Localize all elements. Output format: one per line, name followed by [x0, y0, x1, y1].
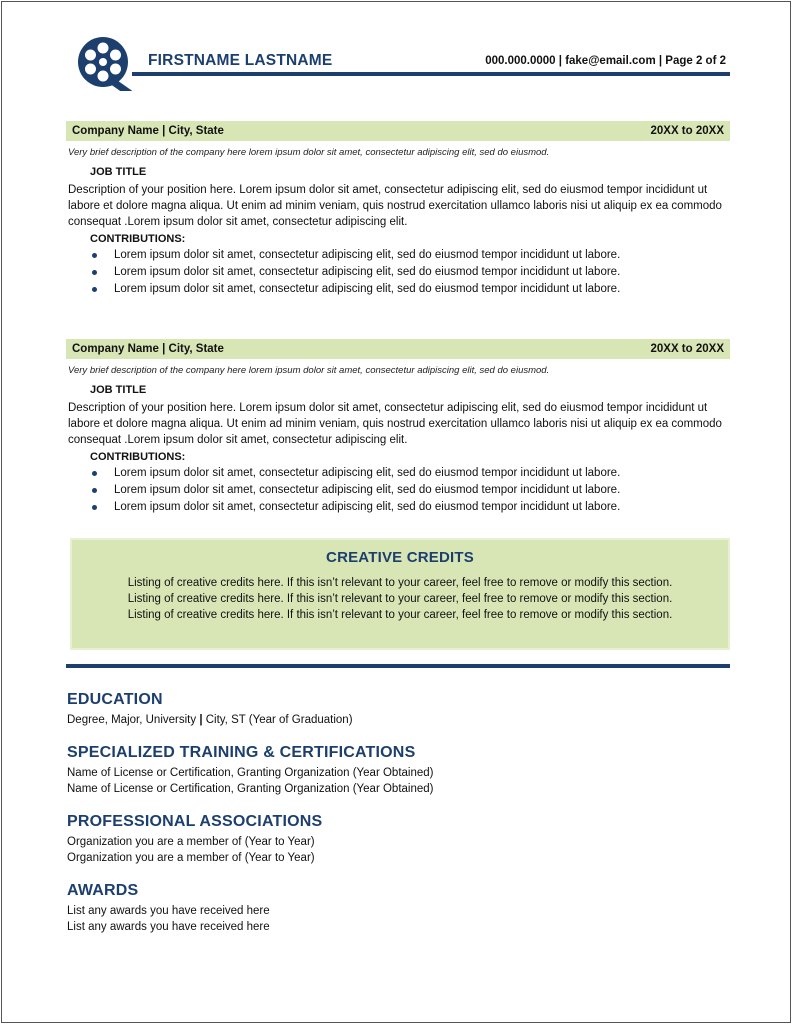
association-line: Organization you are a member of (Year to Year)	[67, 836, 315, 848]
education-separator: |	[199, 714, 203, 726]
education-heading: EDUCATION	[67, 691, 163, 708]
company-name: Company Name | City, State	[72, 125, 224, 137]
contributions-list	[66, 465, 730, 516]
resume-page	[1, 1, 791, 1023]
contribution-text: Lorem ipsum dolor sit amet, consectetur adipiscing elit, sed do eiusmod tempor incididunt ut labore.	[114, 266, 621, 278]
creative-credits-box	[70, 538, 730, 650]
company-name: Company Name | City, State	[72, 343, 224, 355]
credit-line: Listing of creative credits here. If this isn’t relevant to your career, feel free to remove or modify this section.	[127, 577, 673, 589]
bullet-icon	[92, 488, 97, 493]
job-title: JOB TITLE	[90, 384, 147, 396]
contributions-heading: CONTRIBUTIONS:	[90, 233, 186, 245]
education-location: City, ST (Year of Graduation)	[205, 714, 353, 726]
list-item	[66, 499, 730, 516]
bullet-icon	[92, 270, 97, 275]
job-dates: 20XX to 20XX	[650, 343, 724, 355]
resume-name: FIRSTNAME LASTNAME	[148, 52, 333, 69]
bullet-icon	[92, 471, 97, 476]
list-item	[66, 482, 730, 499]
job-dates: 20XX to 20XX	[650, 125, 724, 137]
award-line: List any awards you have received here	[67, 921, 270, 933]
header-rule	[132, 72, 730, 76]
job-entry	[66, 339, 730, 516]
education-line	[67, 712, 727, 728]
section-divider	[66, 664, 730, 668]
associations-section	[67, 813, 727, 866]
bullet-icon	[92, 287, 97, 292]
list-item	[66, 281, 730, 298]
association-line: Organization you are a member of (Year to Year)	[67, 852, 315, 864]
training-section	[67, 744, 727, 797]
creative-credits-lines	[72, 575, 728, 623]
job-entry	[66, 121, 730, 298]
job-description: Description of your position here. Lorem ipsum dolor sit amet, consectetur adipiscing elit, sed do eiusmod tempor incididunt ut labore et dolore magna aliqua. Ut enim ad minim veniam, quis nostrud exercitation ullamco laboris nisi ut aliquip ex ea commodo consequat .Lorem ipsum dolor sit amet, consectetur adipiscing elit.	[68, 184, 722, 228]
credit-line: Listing of creative credits here. If this isn’t relevant to your career, feel free to remove or modify this section.	[127, 609, 673, 621]
list-item	[66, 465, 730, 482]
contributions-heading: CONTRIBUTIONS:	[90, 451, 186, 463]
contribution-text: Lorem ipsum dolor sit amet, consectetur adipiscing elit, sed do eiusmod tempor incididunt ut labore.	[114, 484, 621, 496]
award-line: List any awards you have received here	[67, 905, 270, 917]
education-degree: Degree, Major, University	[67, 714, 197, 726]
contribution-text: Lorem ipsum dolor sit amet, consectetur adipiscing elit, sed do eiusmod tempor incididunt ut labore.	[114, 249, 621, 261]
awards-heading: AWARDS	[67, 882, 139, 899]
contribution-text: Lorem ipsum dolor sit amet, consectetur adipiscing elit, sed do eiusmod tempor incididunt ut labore.	[114, 283, 621, 295]
associations-heading: PROFESSIONAL ASSOCIATIONS	[67, 813, 323, 830]
contributions-list	[66, 247, 730, 298]
contact-info: 000.000.0000 | fake@email.com | Page 2 of 2	[485, 55, 726, 67]
list-item	[66, 247, 730, 264]
awards-section	[67, 882, 727, 935]
company-bar	[66, 339, 730, 359]
training-line: Name of License or Certification, Granting Organization (Year Obtained)	[67, 767, 434, 779]
bullet-icon	[92, 253, 97, 258]
company-bar	[66, 121, 730, 141]
list-item	[66, 264, 730, 281]
company-description: Very brief description of the company here lorem ipsum dolor sit amet, consectetur adipiscing elit, sed do eiusmod.	[68, 147, 550, 158]
training-heading: SPECIALIZED TRAINING & CERTIFICATIONS	[67, 744, 416, 761]
job-description: Description of your position here. Lorem ipsum dolor sit amet, consectetur adipiscing elit, sed do eiusmod tempor incididunt ut labore et dolore magna aliqua. Ut enim ad minim veniam, quis nostrud exercitation ullamco laboris nisi ut aliquip ex ea commodo consequat .Lorem ipsum dolor sit amet, consectetur adipiscing elit.	[68, 402, 722, 446]
job-title: JOB TITLE	[90, 166, 147, 178]
bullet-icon	[92, 505, 97, 510]
credit-line: Listing of creative credits here. If this isn’t relevant to your career, feel free to remove or modify this section.	[127, 593, 673, 605]
creative-credits-heading: CREATIVE CREDITS	[326, 549, 474, 566]
contribution-text: Lorem ipsum dolor sit amet, consectetur adipiscing elit, sed do eiusmod tempor incididunt ut labore.	[114, 501, 621, 513]
contribution-text: Lorem ipsum dolor sit amet, consectetur adipiscing elit, sed do eiusmod tempor incididunt ut labore.	[114, 467, 621, 479]
education-section	[67, 691, 727, 728]
film-reel-icon	[74, 35, 134, 91]
training-line: Name of License or Certification, Granting Organization (Year Obtained)	[67, 783, 434, 795]
company-description: Very brief description of the company here lorem ipsum dolor sit amet, consectetur adipiscing elit, sed do eiusmod.	[68, 365, 550, 376]
